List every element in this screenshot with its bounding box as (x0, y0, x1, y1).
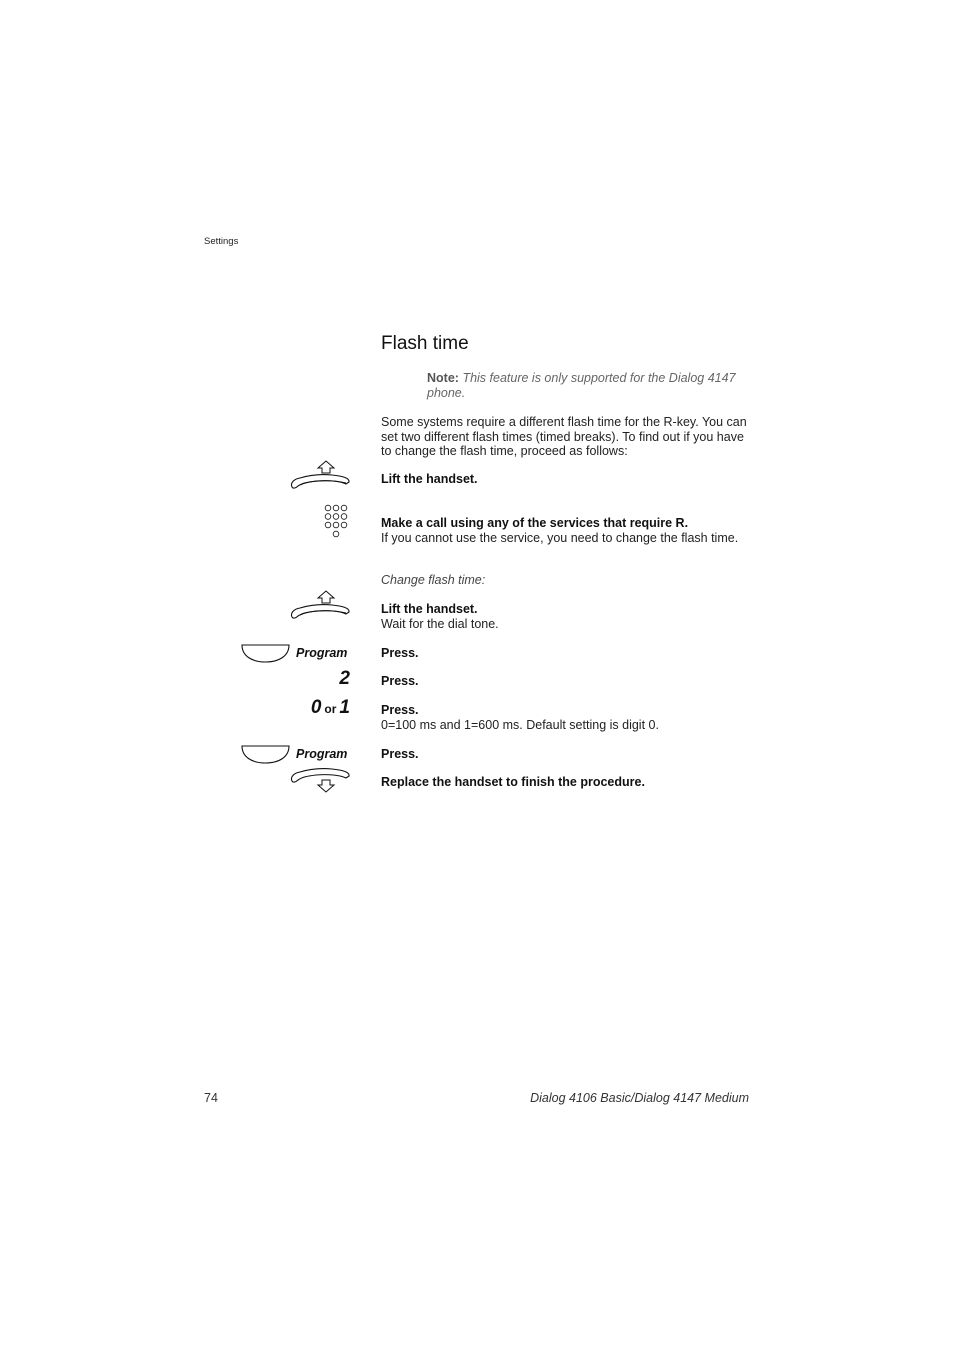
keypad-icon (324, 503, 350, 541)
lift-handset-icon (288, 459, 352, 491)
digit-key-1: 1 (339, 697, 350, 718)
step-bold: Lift the handset. (381, 602, 478, 616)
intro-paragraph: Some systems require a different flash time for the R-key. You can set two different flash times (timed breaks). To find out if you have to change the flash time, proceed as follows: (381, 415, 747, 459)
subheading-change-flash-time: Change flash time: (381, 573, 486, 587)
step-lift-handset-1 (381, 472, 761, 487)
section-label: Settings (204, 236, 239, 247)
step-lift-handset-2 (381, 602, 761, 632)
program-key-label: Program (296, 747, 348, 761)
program-key-icon (241, 745, 291, 765)
step-text: 0=100 ms and 1=600 ms. Default setting is digit 0. (381, 718, 659, 732)
step-bold: Lift the handset. (381, 472, 478, 486)
note (427, 371, 747, 401)
digit-key-0: 0 (310, 697, 322, 718)
program-key-label: Program (296, 646, 348, 660)
page-title: Flash time (381, 333, 469, 354)
step-press-0-or-1 (381, 703, 761, 733)
step-bold: Replace the handset to finish the procedure. (381, 775, 645, 789)
step-bold: Press. (381, 674, 419, 688)
step-bold: Press. (381, 703, 419, 717)
or-label: or (324, 702, 337, 716)
replace-handset-icon (288, 768, 352, 794)
footer-product-name: Dialog 4106 Basic/Dialog 4147 Medium (530, 1091, 749, 1105)
note-label: Note: (427, 371, 459, 385)
step-make-call (381, 516, 761, 546)
step-bold: Press. (381, 747, 419, 761)
lift-handset-icon (288, 589, 352, 621)
page-number: 74 (204, 1091, 218, 1105)
digit-keys-0-or-1 (280, 697, 350, 719)
step-text: If you cannot use the service, you need to change the flash time. (381, 531, 739, 545)
step-text: Wait for the dial tone. (381, 617, 499, 631)
program-key-icon (241, 644, 291, 664)
note-text: This feature is only supported for the Dialog 4147 phone. (427, 371, 736, 400)
digit-key-2: 2 (339, 668, 350, 689)
step-replace-handset (381, 775, 761, 790)
step-bold: Press. (381, 646, 419, 660)
step-press-program-1 (381, 646, 761, 661)
step-press-2 (381, 674, 761, 689)
step-bold: Make a call using any of the services that require R. (381, 516, 689, 530)
step-press-program-2 (381, 747, 761, 762)
